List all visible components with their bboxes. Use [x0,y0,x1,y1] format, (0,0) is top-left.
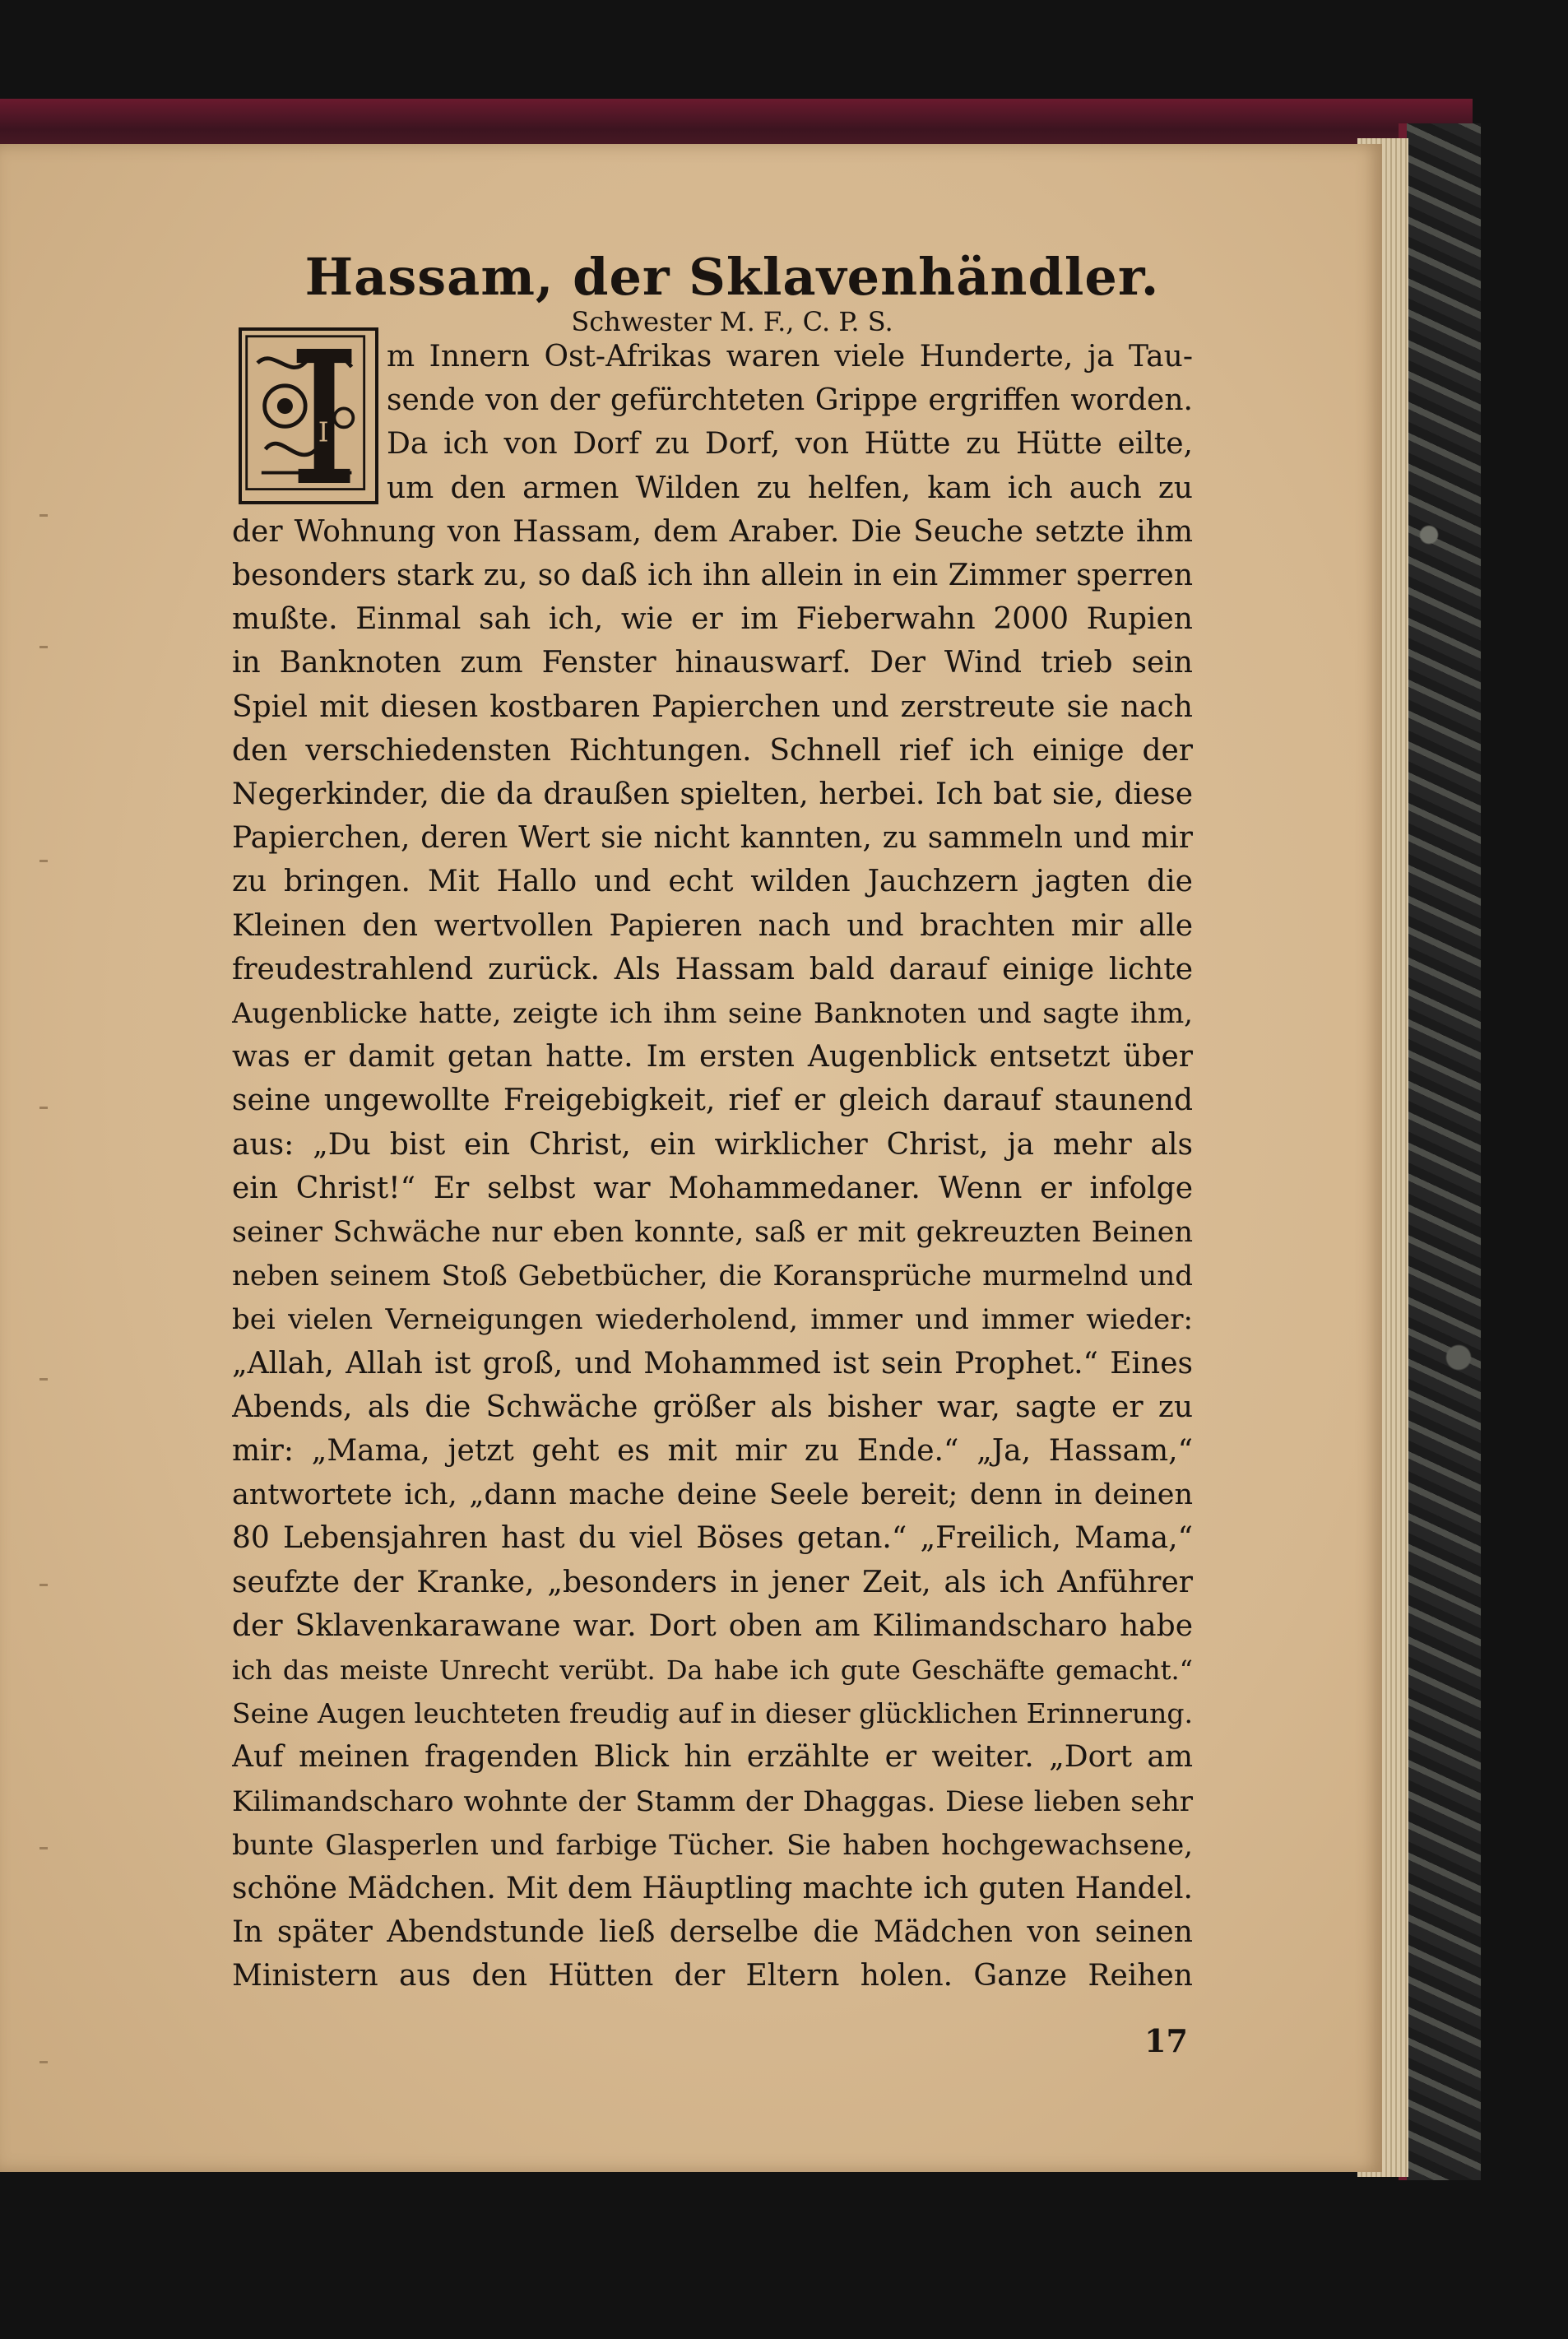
text-line: mußte. Einmal sah ich, wie er im Fieberwahn 2000 Rupien [232,602,1193,637]
text-line: seufzte der Kranke, „besonders in jener Zeit, als ich Anführer [232,1565,1193,1599]
text-line: In später Abendstunde ließ derselbe die Mädchen von seinen [232,1915,1193,1950]
text-line: Seine Augen leuchteten freudig auf in dieser glücklichen Erinnerung. [232,1697,1193,1730]
article-title: Hassam, der Sklavenhändler. [304,247,1160,307]
text-line: was er damit getan hatte. Im ersten Augenblick entsetzt über [232,1040,1193,1074]
text-line: zu bringen. Mit Hallo und echt wilden Jauchzern jagten die [232,865,1193,899]
text-line: „Allah, Allah ist groß, und Mohammed ist sein Prophet.“ Eines [232,1346,1193,1381]
text-line: m Innern Ost-Afrikas waren viele Hunderte, ja Tau- [387,340,1193,374]
text-line: Abends, als die Schwäche größer als bisher war, sagte er zu [232,1390,1193,1424]
text-line: um den armen Wilden zu helfen, kam ich auch zu [387,471,1193,505]
ornamental-initial [239,327,378,504]
ornamental-initial-art [242,331,375,501]
text-line: Papierchen, deren Wert sie nicht kannten, zu sammeln und mir [232,821,1193,856]
text-line: Da ich von Dorf zu Dorf, von Hütte zu Hütte eilte, [387,427,1193,462]
text-line: Auf meinen fragenden Blick hin erzählte er weiter. „Dort am [232,1740,1193,1775]
text-line: Kilimandscharo wohnte der Stamm der Dhaggas. Diese lieben sehr [232,1784,1193,1818]
text-line: Spiel mit diesen kostbaren Papierchen und zerstreute sie nach [232,689,1193,724]
author-byline: Schwester M. F., C. P. S. [571,306,893,337]
text-line: den verschiedensten Richtungen. Schnell rief ich einige der [232,733,1193,768]
text-line: Kleinen den wertvollen Papieren nach und brachten mir alle [232,908,1193,943]
text-line: in Banknoten zum Fenster hinauswarf. Der Wind trieb sein [232,646,1193,680]
text-line: bunte Glasperlen und farbige Tücher. Sie haben hochgewachsene, [232,1828,1193,1862]
text-line: seine ungewollte Freigebigkeit, rief er gleich darauf staunend [232,1084,1193,1118]
text-line: der Sklavenkarawane war. Dort oben am Kilimandscharo habe [232,1608,1193,1643]
text-line: aus: „Du bist ein Christ, ein wirklicher Christ, ja mehr als [232,1127,1193,1162]
book-binding-top [0,99,1473,150]
text-line: ein Christ!“ Er selbst war Mohammedaner. Wenn er infolge [232,1171,1193,1205]
text-line: mir: „Mama, jetzt geht es mit mir zu Ende.“ „Ja, Hassam,“ [232,1434,1193,1468]
marbled-cover-edge [1399,123,1481,2180]
text-line: neben seinem Stoß Gebetbücher, die Koransprüche murmelnd und [232,1260,1193,1293]
drop-cap-letter: I [318,416,329,448]
text-line: freudestrahlend zurück. Als Hassam bald darauf einige lichte [232,952,1193,986]
text-line: Negerkinder, die da draußen spielten, herbei. Ich bat sie, diese [232,777,1193,811]
text-line: Augenblicke hatte, zeigte ich ihm seine Banknoten und sagte ihm, [232,997,1193,1030]
book-cover-bottom [0,2172,1473,2339]
text-line: bei vielen Verneigungen wiederholend, immer und immer wieder: [232,1303,1193,1337]
text-line: ich das meiste Unrecht verübt. Da habe ich gute Geschäfte gemacht.“ [232,1654,1193,1686]
text-line: antwortete ich, „dann mache deine Seele bereit; denn in deinen [232,1478,1193,1512]
text-line: Ministern aus den Hütten der Eltern holen. Ganze Reihen [232,1959,1193,1993]
text-line: der Wohnung von Hassam, dem Araber. Die Seuche setzte ihm [232,514,1193,549]
text-line: seiner Schwäche nur eben konnte, saß er mit gekreuzten Beinen [232,1216,1193,1249]
text-line: 80 Lebensjahren hast du viel Böses getan.“ „Freilich, Mama,“ [232,1521,1193,1556]
text-line: sende von der gefürchteten Grippe ergriffen worden. [387,383,1193,418]
page-number: 17 [1144,2022,1188,2059]
text-line: schöne Mädchen. Mit dem Häuptling machte ich guten Handel. [232,1872,1193,1905]
gutter-marks [39,514,59,2077]
text-line: besonders stark zu, so daß ich ihn allein in ein Zimmer sperren [232,559,1193,592]
